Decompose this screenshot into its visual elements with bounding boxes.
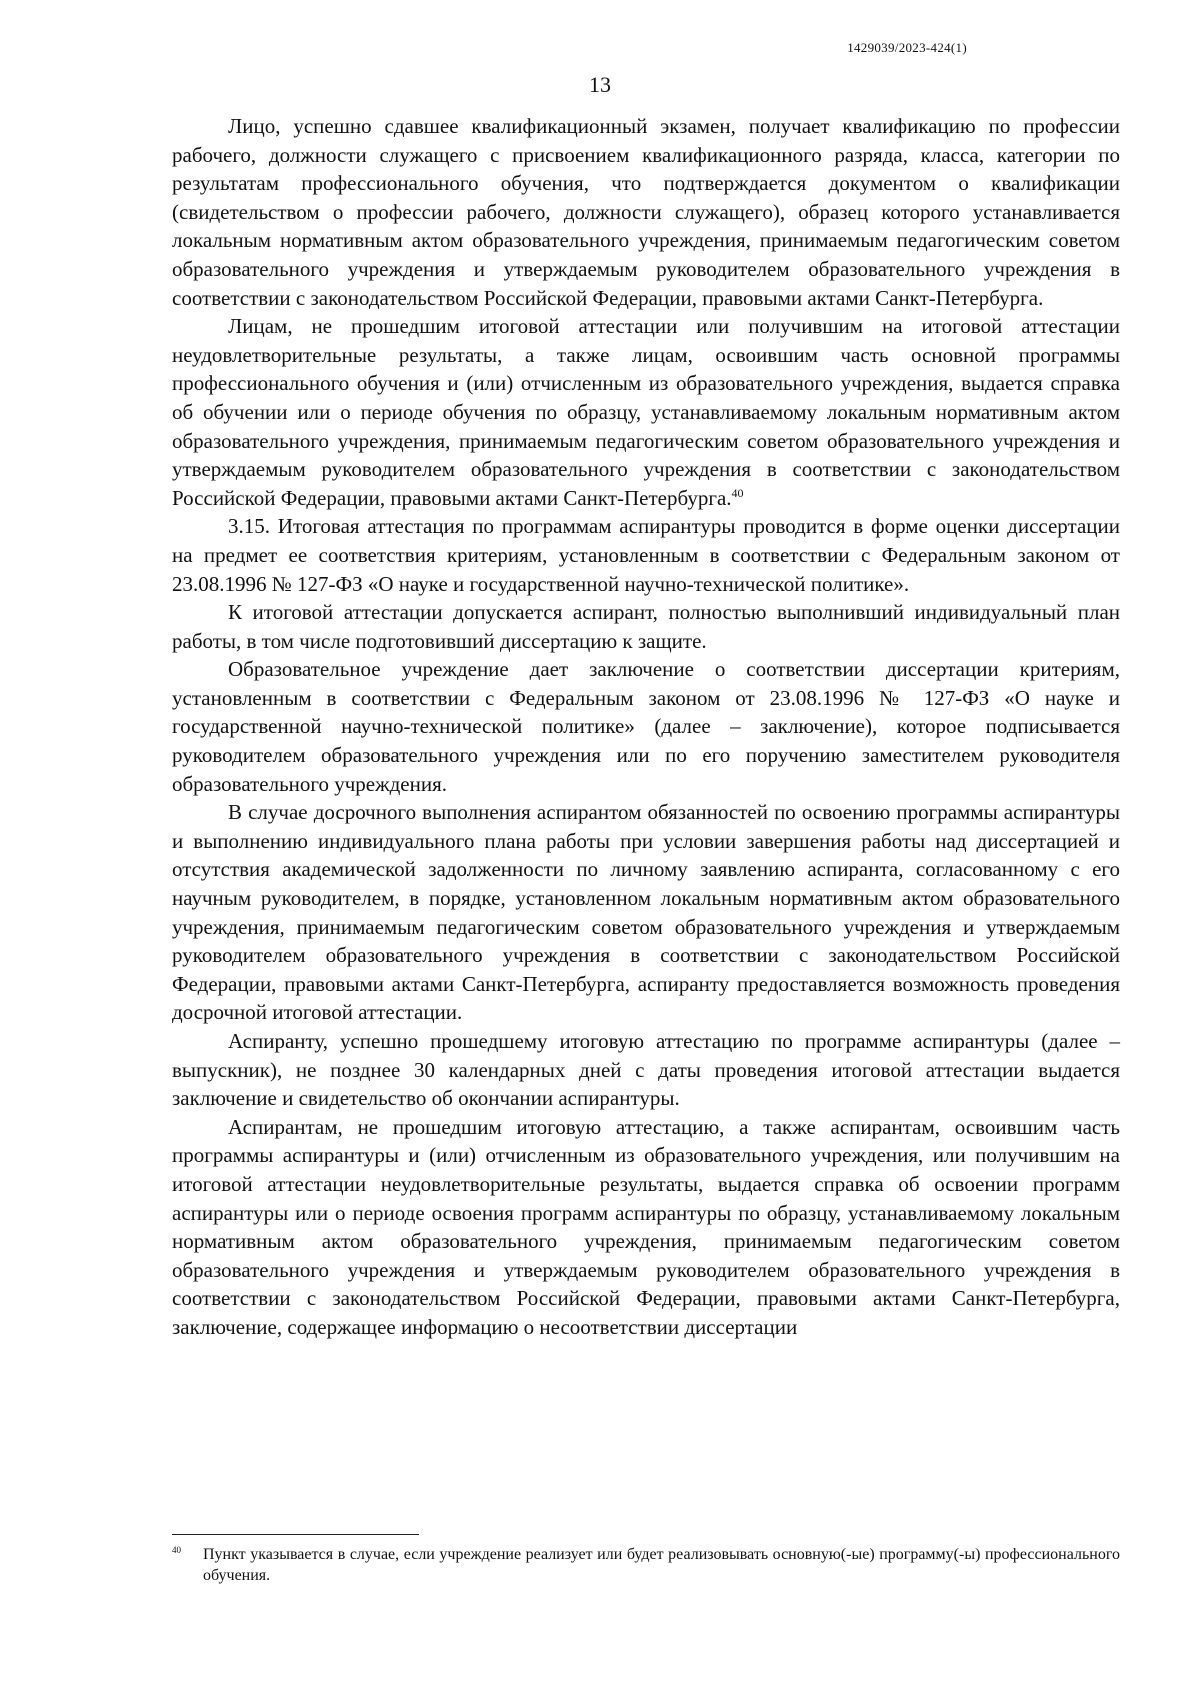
paragraph-failed-attestation	[172, 312, 1120, 512]
paragraph-conclusion	[172, 655, 1120, 798]
paragraph-text: Образовательное учреждение дает заключение о соответствии диссертации критериям, установленным в соответствии с Федеральным законом от 23.08.1996 № 127-ФЗ «О науке и государственной научно-технической политике» (далее – заключение), которое подписывается руководителем образовательного учреждения или по его поручению заместителем руководителя образовательного учреждения.	[172, 657, 1120, 796]
footnote	[172, 1544, 1120, 1586]
paragraph-text: Лицо, успешно сдавшее квалификационный экзамен, получает квалификацию по профессии рабочего, должности служащего с присвоением квалификационного разряда, класса, категории по результатам профессионального обучения, что подтверждается документом о квалификации (свидетельством о профессии рабочего, должности служащего), образец которого устанавливается локальным нормативным актом образовательного учреждения, принимаемым педагогическим советом образовательного учреждения и утверждаемым руководителем образовательного учреждения в соответствии с законодательством Российской Федерации, правовыми актами Санкт-Петербурга.	[172, 114, 1120, 310]
paragraph-text: В случае досрочного выполнения аспирантом обязанностей по освоению программы аспирантуры и выполнению индивидуального плана работы при условии завершения работы над диссертацией и отсутствия академической задолженности по личному заявлению аспиранта, согласованному с его научным руководителем, в порядке, установленном локальным нормативным актом образовательного учреждения, принимаемым педагогическим советом образовательного учреждения и утверждаемым руководителем образовательного учреждения в соответствии с законодательством Российской Федерации, правовыми актами Санкт-Петербурга, аспиранту предоставляется возможность проведения досрочной итоговой аттестации.	[172, 800, 1120, 1025]
paragraph-early-completion	[172, 798, 1120, 1027]
document-id: 1429039/2023-424(1)	[847, 40, 967, 55]
page-number: 13	[589, 72, 611, 97]
paragraph-admission	[172, 598, 1120, 655]
footnote-divider	[172, 1534, 419, 1535]
paragraph-text: Аспирантам, не прошедшим итоговую аттестацию, а также аспирантам, освоившим часть программы аспирантуры и (или) отчисленным из образовательного учреждения, или получившим на итоговой аттестации неудовлетворительные результаты, выдается справка об освоении программ аспирантуры или о периоде освоения программ аспирантуры по образцу, устанавливаемому локальным нормативным актом образовательного учреждения, принимаемым педагогическим советом образовательного учреждения и утверждаемым руководителем образовательного учреждения в соответствии с законодательством Российской Федерации, правовыми актами Санкт-Петербурга, заключение, содержащее информацию о несоответствии диссертации	[172, 1114, 1120, 1339]
paragraph-text: Аспиранту, успешно прошедшему итоговую аттестацию по программе аспирантуры (далее – выпускник), не позднее 30 календарных дней с даты проведения итоговой аттестации выдается заключение и свидетельство об окончании аспирантуры.	[172, 1029, 1120, 1111]
footnote-reference[interactable]: 40	[731, 485, 744, 500]
footnote-marker: 40	[172, 1545, 181, 1555]
paragraph-text: К итоговой аттестации допускается аспирант, полностью выполнивший индивидуальный план работы, в том числе подготовивший диссертацию к защите.	[172, 600, 1120, 653]
paragraph-graduate	[172, 1027, 1120, 1113]
paragraph-not-passed	[172, 1113, 1120, 1342]
footnote-text: Пункт указывается в случае, если учреждение реализует или будет реализовывать основную(-ые) программу(-ы) профессионального обучения.	[203, 1546, 1120, 1584]
paragraph-section-3-15	[172, 512, 1120, 598]
paragraph-qualification-exam	[172, 112, 1120, 312]
paragraph-text: 3.15. Итоговая аттестация по программам аспирантуры проводится в форме оценки диссертации на предмет ее соответствия критериям, установленным в соответствии с Федеральным законом от 23.08.1996 № 127-ФЗ «О науке и государственной научно-технической политике».	[172, 514, 1120, 596]
paragraph-text: Лицам, не прошедшим итоговой аттестации или получившим на итоговой аттестации неудовлетворительные результаты, а также лицам, освоившим часть основной программы профессионального обучения и (или) отчисленным из образовательного учреждения, выдается справка об обучении или о периоде обучения по образцу, устанавливаемому локальным нормативным актом образовательного учреждения, принимаемым педагогическим советом образовательного учреждения и утверждаемым руководителем образовательного учреждения в соответствии с законодательством Российской Федерации, правовыми актами Санкт-Петербурга.	[172, 314, 1120, 510]
document-body	[172, 112, 1120, 1342]
